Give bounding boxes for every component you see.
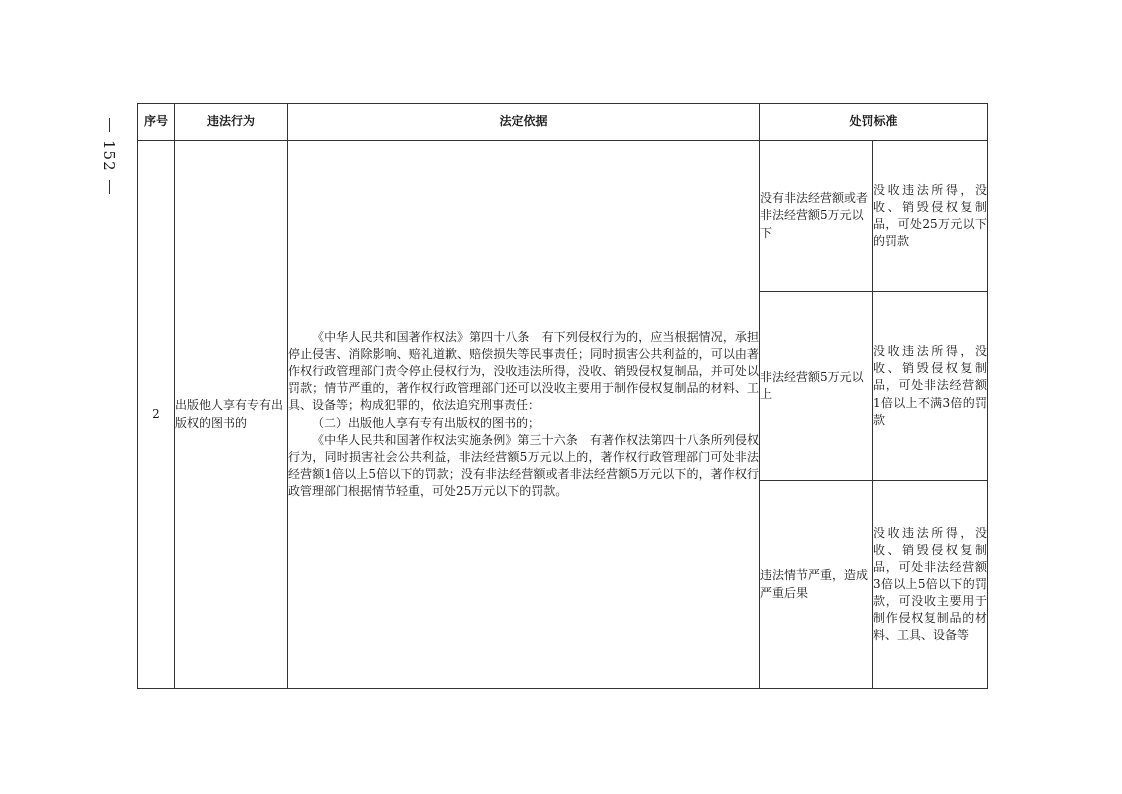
header-violation: 违法行为 [175,104,288,141]
cell-penalty: 没收违法所得，没收、销毁侵权复制品，可处25万元以下的罚款 [873,141,988,292]
page-number-dash-bottom [109,180,110,194]
cell-condition: 没有非法经营额或者非法经营额5万元以下 [760,141,873,292]
page-number-dash-top [109,118,110,132]
cell-seq: 2 [138,141,175,689]
header-legal-basis: 法定依据 [288,104,760,141]
cell-violation: 出版他人享有专有出版权的图书的 [175,141,288,689]
header-penalty-standard: 处罚标准 [760,104,988,141]
cell-condition: 违法情节严重，造成严重后果 [760,481,873,689]
legal-basis-paragraph: （二）出版他人享有专有出版权的图书的； [312,415,541,430]
table-header-row [138,104,988,141]
page-number-text: 152 [100,140,118,172]
penalty-table [137,103,988,689]
cell-penalty: 没收违法所得，没收、销毁侵权复制品，可处非法经营额1倍以上不满3倍的罚款 [873,292,988,481]
table-row [138,141,988,292]
legal-basis-paragraph: 《中华人民共和国著作权法》第四十八条 有下列侵权行为的，应当根据情况，承担停止侵害、消除影响、赔礼道歉、赔偿损失等民事责任；同时损害公共利益的，可以由著作权行政管理部门责令停止侵权行为，没收违法所得，没收、销毁侵权复制品，并可处以罚款；情节严重的，著作权行政管理部门还可以没收主要用于制作侵权复制品的材料、工具、设备等；构成犯罪的，依法追究刑事责任： [288,330,759,413]
page-number [96,118,122,218]
legal-basis-paragraph: 《中华人民共和国著作权法实施条例》第三十六条 有著作权法第四十八条所列侵权行为，同时损害社会公共利益，非法经营额5万元以上的，著作权行政管理部门可处非法经营额1倍以上5倍以下的罚款；没有非法经营额或者非法经营额5万元以下的，著作权行政管理部门根据情节轻重，可处25万元以下的罚款。 [288,432,759,498]
header-seq: 序号 [138,104,175,141]
cell-penalty: 没收违法所得，没收、销毁侵权复制品，可处非法经营额3倍以上5倍以下的罚款，可没收主要用于制作侵权复制品的材料、工具、设备等 [873,481,988,689]
cell-condition: 非法经营额5万元以上 [760,292,873,481]
cell-legal-basis [288,141,760,689]
